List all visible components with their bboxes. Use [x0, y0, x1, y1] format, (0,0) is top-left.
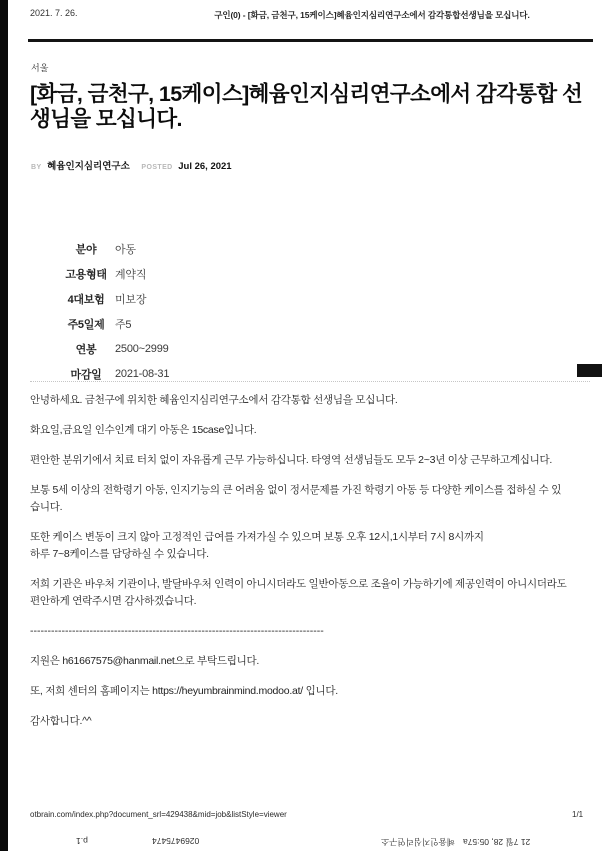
table-row	[57, 286, 169, 311]
post-title: [화금, 금천구, 15케이스]혜윰인지심리연구소에서 감각통합 선생님을 모십니다.	[30, 82, 583, 131]
row-label: 고용형태	[65, 268, 107, 281]
dashed-separator: ------------------------------------------------------------------------------------	[30, 625, 324, 637]
byline	[31, 158, 241, 172]
region-label: 서울	[31, 63, 49, 73]
row-label: 4대보험	[67, 293, 105, 306]
fax-sender-name: 혜윰인지심리연구소	[381, 837, 455, 847]
body-paragraph	[30, 422, 608, 439]
paragraph-line: 저희 기관은 바우처 기관이나, 발달바우처 인력이 아니시더라도 일반아동으로 조율이 가능하기에 제공인력이 아니시더라도	[30, 578, 567, 590]
paragraph-line: 보통 5세 이상의 전학령기 아동, 인지기능의 큰 어려움 없이 정서문제를 가진 학령기 아동 등 다양한 케이스를 접하실 수 있	[30, 484, 562, 496]
body-paragraph	[30, 529, 608, 563]
table-row	[57, 236, 169, 261]
paragraph-line: 지원은 h61667575@hanmail.net으로 부탁드립니다.	[30, 655, 260, 667]
scan-ink-mark	[577, 364, 602, 377]
paragraph-line: 습니다.	[30, 501, 63, 513]
header-divider	[28, 39, 593, 42]
posted-label: POSTED	[141, 164, 173, 171]
row-label: 주5일제	[67, 318, 105, 331]
row-value: 2500~2999	[115, 342, 169, 355]
by-label: BY	[31, 164, 42, 171]
paragraph-line: 편안한 분위기에서 치료 터치 없이 자유롭게 근무 가능하십니다. 타영역 선생님들도 모두 2~3년 이상 근무하고계십니다.	[30, 454, 553, 466]
body-paragraph	[30, 452, 608, 469]
body-paragraph	[30, 482, 608, 516]
row-value: 미보장	[115, 293, 147, 306]
footer-url: otbrain.com/index.php?document_srl=429438&mid=job&listStyle=viewer	[30, 810, 287, 819]
table-row	[57, 311, 169, 336]
paragraph-line: 또한 케이스 변동이 크지 않아 고정적인 급여를 가져가실 수 있으며 보통 오후 12시,1시부터 7시 8시까지	[30, 531, 484, 543]
fax-number: 0269475474	[152, 836, 200, 846]
row-value: 2021-08-31	[115, 367, 170, 380]
post-body	[30, 392, 608, 743]
homepage-line	[30, 683, 608, 700]
scan-edge-artifact	[0, 0, 8, 851]
paragraph-line: 또, 저희 센터의 홈페이지는 https://heyumbrainmind.modoo.at/ 입니다.	[30, 685, 338, 697]
application-email-line	[30, 653, 608, 670]
row-value: 계약직	[115, 268, 147, 281]
table-row	[57, 261, 169, 286]
body-paragraph	[30, 392, 608, 409]
job-details-table	[57, 236, 169, 386]
row-value: 아동	[115, 243, 136, 256]
author-name: 혜윰인지심리연구소	[47, 161, 130, 172]
row-label: 연봉	[75, 343, 97, 356]
details-dotted-divider	[30, 381, 590, 382]
row-label: 마감일	[70, 368, 102, 381]
table-row	[57, 361, 169, 386]
paragraph-line: 화요일,금요일 인수인계 대기 아동은 15case입니다.	[30, 424, 257, 436]
posted-date: Jul 26, 2021	[178, 161, 232, 172]
print-header-title: 구인(0) - [화금, 금천구, 15케이스]혜윰인지심리연구소에서 감각통합선생님을 모십니다.	[214, 10, 530, 20]
print-date: 2021. 7. 26.	[30, 8, 78, 18]
paragraph-line: 하루 7~8케이스를 담당하실 수 있습니다.	[30, 548, 209, 560]
paragraph-line: 안녕하세요. 금천구에 위치한 혜윰인지심리연구소에서 감각통합 선생님을 모십니다.	[30, 394, 398, 406]
thanks-line	[30, 713, 608, 730]
body-paragraph	[30, 576, 608, 610]
row-label: 분야	[75, 243, 97, 256]
paragraph-line: 감사합니다.^^	[30, 715, 92, 727]
page-indicator: 1/1	[572, 810, 584, 819]
fax-page-number: p.1	[76, 836, 88, 846]
paragraph-line: 편안하게 연락주시면 감사하겠습니다.	[30, 595, 197, 607]
fax-timestamp: 21 7월 28, 05:57a	[463, 837, 531, 847]
table-row	[57, 336, 169, 361]
row-value: 주5	[115, 318, 132, 331]
